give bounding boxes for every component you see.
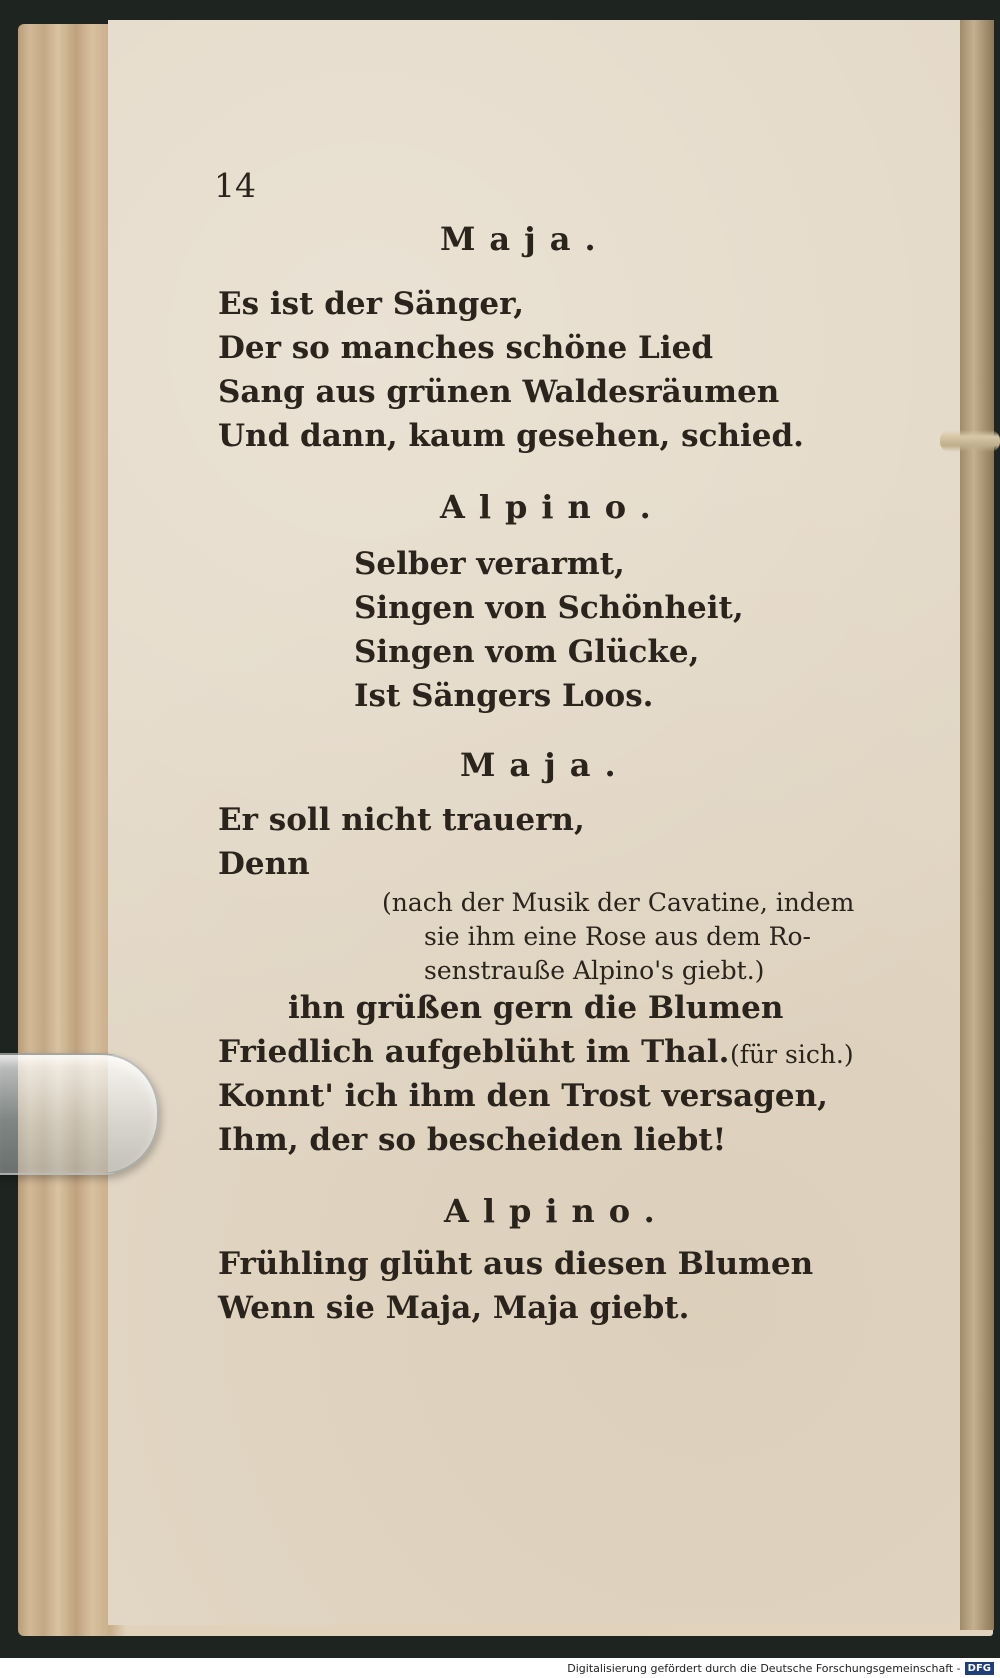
dfg-logo: DFG — [965, 1662, 994, 1675]
verse-line: Singen von Schönheit, — [354, 590, 744, 626]
verse-line: Friedlich aufgeblüht im Thal. — [218, 1034, 730, 1070]
aside-direction: (für sich.) — [730, 1040, 854, 1069]
verse-line: Singen vom Glücke, — [354, 634, 700, 670]
verse-line: Konnt' ich ihm den Trost versagen, — [218, 1078, 828, 1114]
footer-credit: Digitalisierung gefördert durch die Deutsche Forschungsgemeinschaft - — [567, 1661, 961, 1675]
verse-line: Und dann, kaum gesehen, schied. — [218, 418, 804, 454]
stage-direction-line: sie ihm eine Rose aus dem Ro- — [424, 922, 811, 951]
verse-line: Ihm, der so bescheiden liebt! — [218, 1122, 727, 1158]
verse-line: Der so manches schöne Lied — [218, 330, 714, 366]
verse-line: Wenn sie Maja, Maja giebt. — [218, 1290, 690, 1326]
stage-direction-line: (nach der Musik der Cavatine, indem — [382, 888, 855, 917]
book-spine — [960, 20, 994, 1630]
footer-bar — [0, 1658, 1000, 1678]
speaker-heading: Maja. — [460, 746, 630, 784]
speaker-heading: Maja. — [440, 220, 610, 258]
speaker-heading: Alpino. — [444, 1192, 669, 1230]
verse-line: Sang aus grünen Waldesräumen — [218, 374, 780, 410]
verse-line: Denn — [218, 846, 310, 882]
verse-line: Er soll nicht trauern, — [218, 802, 585, 838]
verse-line: Frühling glüht aus diesen Blumen — [218, 1246, 814, 1282]
verse-line: ihn grüßen gern die Blumen — [288, 990, 784, 1026]
verse-line: Ist Sängers Loos. — [354, 678, 654, 714]
verse-line: Es ist der Sänger, — [218, 286, 525, 322]
page-clip — [0, 1053, 159, 1175]
speaker-heading: Alpino. — [440, 488, 665, 526]
page-number: 14 — [214, 166, 256, 205]
stage-direction-line: senstrauße Alpino's giebt.) — [424, 956, 765, 985]
binding-thread — [940, 430, 1000, 452]
verse-line: Selber verarmt, — [354, 546, 625, 582]
